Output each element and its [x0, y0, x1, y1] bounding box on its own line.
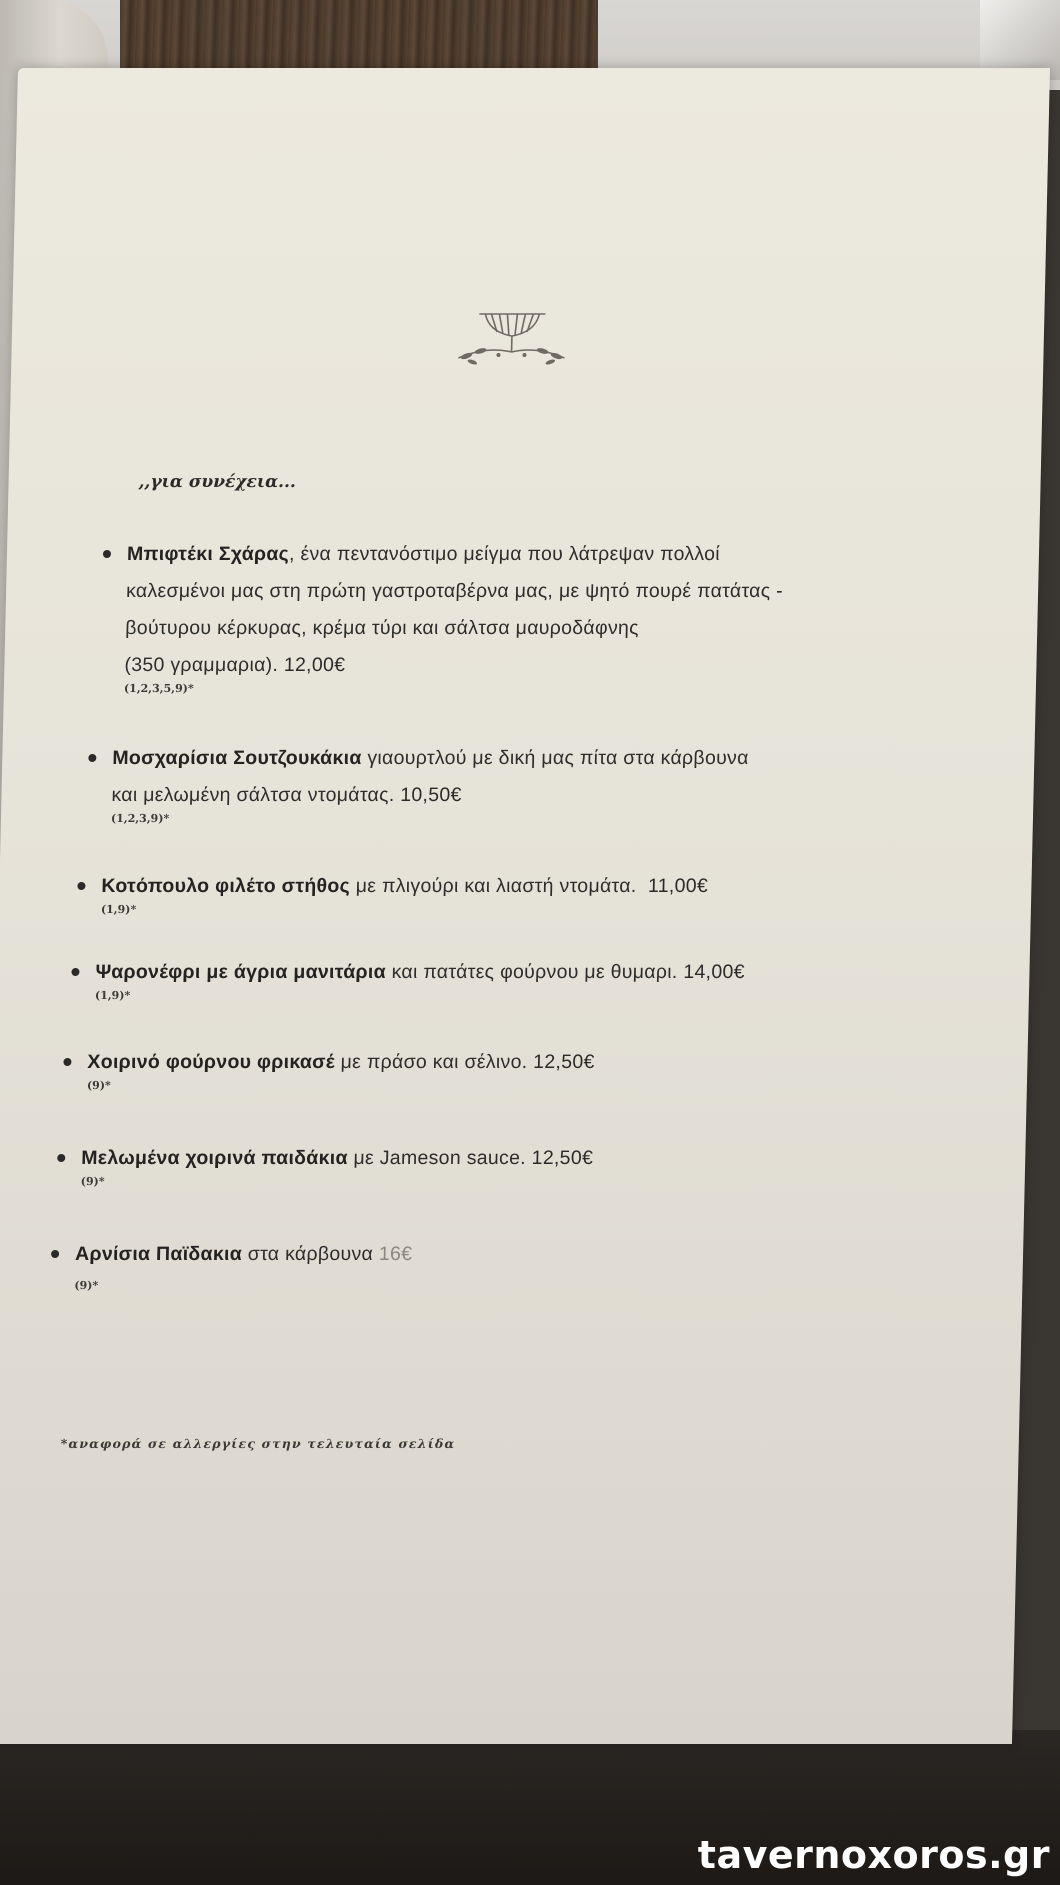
dish-description: , ένα πεντανόστιμο μείγμα που λάτρεψαν πολλοί [288, 543, 721, 565]
dish-description: και μελωμένη σάλτσα ντομάτας. [111, 784, 395, 806]
item-line [125, 610, 783, 647]
candelabra-laurel-icon [436, 306, 588, 374]
menu-item [111, 740, 749, 825]
dish-description: με πλιγούρι και λιαστή ντομάτα. [349, 875, 637, 897]
dish-description: και πατάτες φούρνου με θυμαρι. [385, 961, 678, 983]
bullet-icon [103, 550, 111, 558]
dish-description: γιαουρτλού με δική μας πίτα στα κάρβουνα [361, 747, 749, 769]
dish-price: 14,00€ [683, 961, 746, 983]
item-line [87, 1044, 595, 1081]
dish-name: Μπιφτέκι Σχάρας [126, 543, 290, 565]
item-line [126, 573, 784, 610]
dish-price: 11,00€ [647, 875, 709, 897]
dish-name: Κοτόπουλο φιλέτο στήθος [101, 875, 351, 897]
dish-description: με Jameson sauce. [347, 1147, 527, 1169]
dish-price: 12,00€ [283, 654, 346, 676]
item-line [127, 536, 785, 573]
dish-name: Αρνίσια Παϊδακια [74, 1243, 243, 1265]
section-title: ,,για συνέχεια... [138, 472, 297, 492]
menu-item [101, 868, 709, 916]
dish-description: στα κάρβουνα [241, 1243, 374, 1265]
dish-name: Χοιρινό φούρνου φρικασέ [87, 1051, 336, 1073]
dish-name: Μοσχαρίσια Σουτζουκάκια [112, 747, 362, 769]
allergen-codes: (9)* [74, 1279, 99, 1292]
menu-item [95, 954, 745, 1002]
dish-description: βούτυρου κέρκυρας, κρέμα τύρι και σάλτσα μαυροδάφνης [125, 617, 640, 639]
menu-item [87, 1044, 595, 1092]
item-line [101, 868, 708, 905]
watermark: tavernoxoros.gr [697, 1833, 1050, 1877]
item-line [112, 740, 749, 777]
dish-description: (350 γραμμαρια). [124, 654, 279, 676]
item-line [124, 647, 782, 684]
bullet-icon [63, 1058, 71, 1066]
allergen-codes: (1,9)* [94, 989, 131, 1002]
dish-name: Ψαρονέφρι με άγρια μανιτάρια [95, 961, 387, 983]
menu-page [0, 68, 1050, 1744]
item-line [111, 777, 748, 814]
bullet-icon [71, 968, 79, 976]
allergen-codes: (1,2,3,9)* [110, 812, 170, 825]
allergen-codes: (1,2,3,5,9)* [123, 682, 194, 695]
bullet-icon [88, 754, 96, 762]
item-line [95, 954, 745, 991]
wooden-table-edge [120, 0, 598, 78]
menu-item [124, 536, 784, 695]
bullet-icon [57, 1154, 65, 1162]
dish-name: Μελωμένα χοιρινά παιδάκια [81, 1147, 349, 1169]
allergen-codes: (9)* [80, 1175, 105, 1188]
menu-item [81, 1140, 594, 1188]
dish-price: 10,50€ [400, 784, 462, 806]
dish-price: 16€ [378, 1243, 413, 1265]
allergen-codes: (1,9)* [100, 903, 137, 916]
allergy-footnote: *αναφορά σε αλλεργίες στην τελευταία σελίδα [60, 1436, 456, 1451]
bullet-icon [51, 1250, 59, 1258]
dish-description: καλεσμένοι μας στη πρώτη γαστροταβέρνα μας, με ψητό πουρέ πατάτας - [125, 580, 784, 602]
menu-item [74, 1236, 412, 1292]
dish-price: 12,50€ [531, 1147, 594, 1169]
item-line [81, 1140, 594, 1177]
bullet-icon [77, 882, 85, 890]
dish-description: με πράσο και σέλινο. [334, 1051, 528, 1073]
item-line [75, 1236, 413, 1273]
allergen-codes: (9)* [86, 1079, 111, 1092]
dish-price: 12,50€ [532, 1051, 595, 1073]
